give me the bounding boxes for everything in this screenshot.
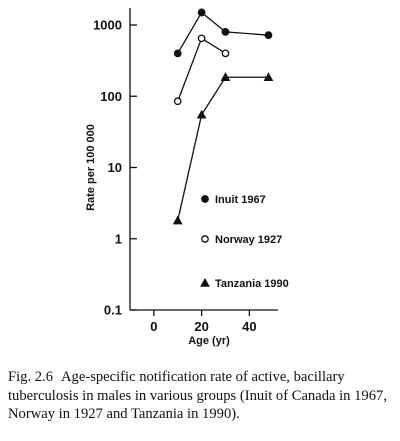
legend-marker-tanzania-1990 bbox=[201, 279, 209, 287]
data-point-inuit-1967 bbox=[198, 9, 205, 16]
y-tick-label: 0.1 bbox=[103, 302, 122, 318]
x-tick-label: 0 bbox=[150, 319, 158, 334]
x-tick-label: 40 bbox=[242, 319, 257, 334]
legend-marker-norway-1927 bbox=[202, 236, 208, 242]
y-tick-label: 1 bbox=[114, 231, 122, 247]
chart-axes bbox=[85, 8, 278, 347]
x-tick-label: 20 bbox=[194, 319, 209, 334]
data-point-tanzania-1990 bbox=[197, 111, 205, 119]
y-tick-label: 1000 bbox=[93, 17, 122, 33]
y-tick-label: 100 bbox=[100, 88, 122, 104]
chart-series-layer bbox=[174, 9, 273, 224]
y-tick-label: 10 bbox=[107, 160, 122, 175]
figure-caption bbox=[8, 368, 396, 424]
caption-text: Age-specific notification rate of active, bacillary tuberculosis in males in various groups (Inuit of Canada in 1967, Norway in 1927 and Tanzania in 1990). bbox=[8, 369, 387, 422]
legend-label-tanzania-1990: Tanzania 1990 bbox=[215, 278, 289, 290]
caption-number: Fig. 2.6 bbox=[8, 369, 54, 385]
x-axis-title: Age (yr) bbox=[188, 335, 230, 347]
data-point-tanzania-1990 bbox=[174, 216, 182, 224]
data-point-norway-1927 bbox=[175, 98, 181, 104]
data-point-norway-1927 bbox=[198, 35, 204, 41]
data-point-norway-1927 bbox=[222, 50, 228, 56]
legend-label-norway-1927: Norway 1927 bbox=[215, 234, 283, 246]
legend-label-inuit-1967: Inuit 1967 bbox=[215, 194, 266, 206]
y-axis-title: Rate per 100 000 bbox=[85, 124, 97, 211]
data-point-inuit-1967 bbox=[222, 29, 229, 36]
chart-legend bbox=[201, 194, 289, 290]
data-point-inuit-1967 bbox=[265, 32, 272, 39]
legend-marker-inuit-1967 bbox=[202, 196, 209, 203]
series-line-norway-1927 bbox=[178, 38, 226, 101]
data-point-inuit-1967 bbox=[174, 50, 181, 57]
